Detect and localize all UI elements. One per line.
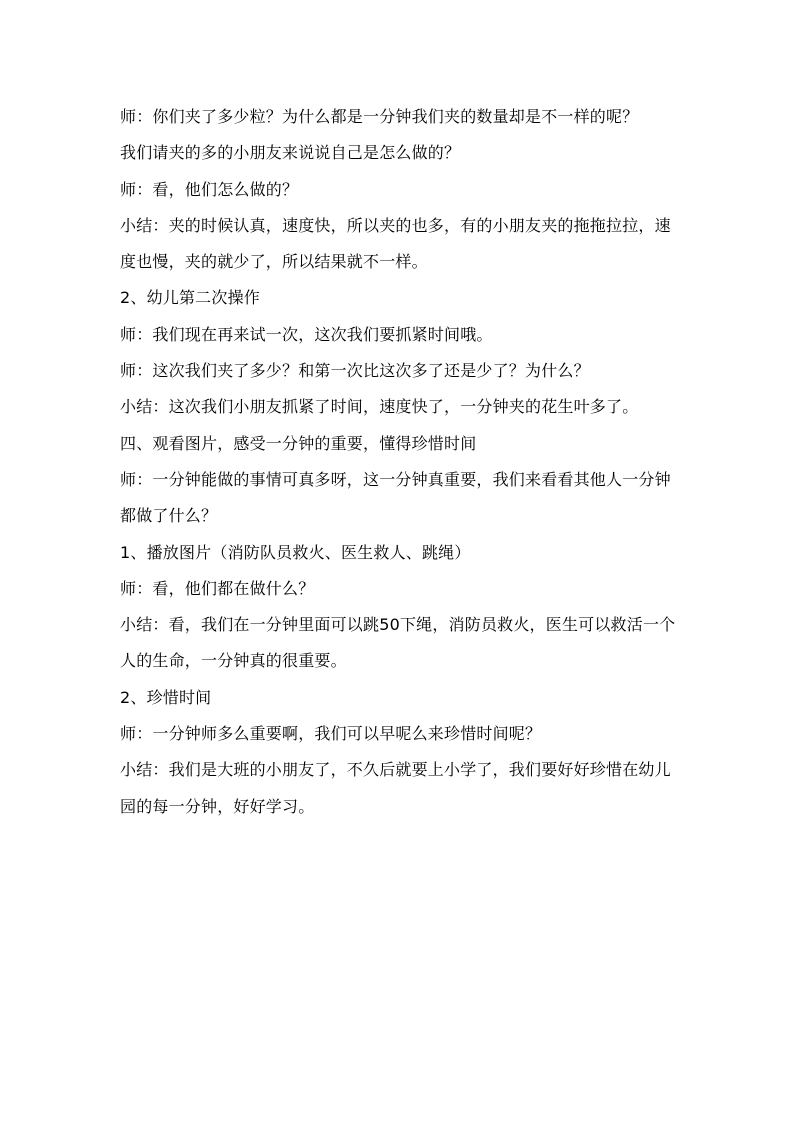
section-heading-play-pictures: 1、播放图片（消防队员救火、医生救人、跳绳） — [120, 542, 471, 562]
paragraph-what-others-do: 师：一分钟能做的事情可真多呀，这一分钟真重要，我们来看看其他人一分钟都做了什么？ — [120, 469, 671, 526]
paragraph-summary-final: 小结：我们是大班的小朋友了，不久后就要上小学了，我们要好好珍惜在幼儿园的每一分钟，好好学习。 — [120, 760, 671, 816]
paragraph-what-are-they-doing: 师：看，他们都在做什么？ — [120, 578, 315, 598]
paragraph-invite-children: 我们请夹的多的小朋友来说说自己是怎么做的？ — [120, 143, 461, 163]
section-heading-watch-pictures: 四、观看图片，感受一分钟的重要，懂得珍惜时间 — [120, 433, 477, 453]
paragraph-summary-first: 小结：夹的时候认真，速度快，所以夹的也多，有的小朋友夹的拖拖拉拉，速度也慢，夹的就少了，所以结果就不一样。 — [120, 215, 671, 272]
paragraph-teacher-look: 师：看，他们怎么做的？ — [120, 179, 299, 199]
paragraph-compare-results: 师：这次我们夹了多少？和第一次比这次多了还是少了？为什么？ — [120, 361, 590, 381]
section-heading-cherish-time: 2、珍惜时间 — [120, 687, 212, 707]
paragraph-how-to-cherish: 师：一分钟师多么重要啊，我们可以早呢么来珍惜时间呢？ — [120, 724, 542, 744]
paragraph-teacher-question: 师：你们夹了多少粒？为什么都是一分钟我们夹的数量却是不一样的呢？ — [120, 107, 639, 126]
document-body — [120, 99, 680, 825]
section-heading-second-operation: 2、幼儿第二次操作 — [120, 288, 260, 308]
paragraph-summary-second: 小结：这次我们小朋友抓紧了时间，速度快了，一分钟夹的花生叶多了。 — [120, 397, 639, 417]
paragraph-summary-pictures: 小结：看，我们在一分钟里面可以跳50下绳，消防员救火，医生可以救活一个人的生命，一分钟真的很重要。 — [120, 615, 676, 671]
paragraph-try-again: 师：我们现在再来试一次，这次我们要抓紧时间哦。 — [120, 324, 493, 344]
